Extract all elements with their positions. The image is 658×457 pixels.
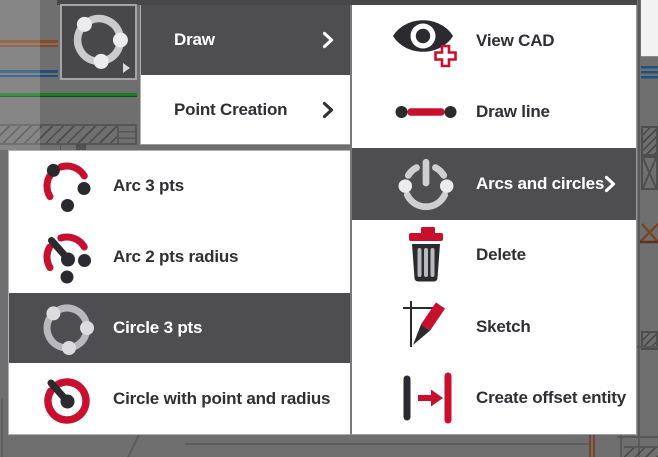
draw-line-icon [388,84,464,140]
menu-item-arc-3-pts[interactable] [9,151,350,222]
menu-item-delete[interactable] [352,220,636,292]
draw-menu-panel [140,5,350,145]
offset-entity-icon [388,370,464,426]
menu-item-label: Circle with point and radius [113,388,331,408]
cad-line-brown-vertical [589,435,591,457]
arc-3-pts-icon [39,158,95,214]
menu-item-label: View CAD [476,30,555,50]
trash-icon [388,225,464,285]
menu-item-label: Delete [476,245,526,265]
arc-2-pts-radius-icon [39,229,95,285]
cad-vertical-line [620,435,622,457]
menu-item-arcs-and-circles[interactable] [352,148,636,220]
cad-corner-hatch [624,446,658,457]
pencil-sketch-icon [388,299,464,355]
cad-xbox [641,156,658,190]
menu-item-label: Arc 3 pts [113,176,184,196]
cad-truss-brown [640,222,658,244]
cad-detail-box [117,124,137,145]
circle-point-radius-icon [39,371,95,427]
menu-item-create-offset-entity[interactable] [352,363,636,435]
menu-item-label: Sketch [476,316,531,336]
menu-item-label: Create offset entity [476,388,626,408]
submenu-arrow-icon [322,101,334,119]
menu-item-label: Draw [174,30,215,49]
cad-blue-stack [641,66,658,80]
cad-diagonal-line [125,432,141,457]
arcs-circles-submenu-panel [8,150,350,435]
menu-item-label: Arcs and circles [476,173,605,193]
menu-item-circle-with-point-and-radius[interactable] [9,363,350,434]
arcs-and-circles-icon [388,155,464,213]
cad-light-overlay [0,0,40,150]
menu-item-draw[interactable] [141,5,350,75]
menu-item-label: Point Creation [174,100,288,119]
draw-submenu-panel [350,5,637,435]
circle-3pts-tool-button[interactable] [60,4,137,80]
cad-hatch-box [641,126,658,156]
menu-item-label: Circle 3 pts [113,317,203,337]
view-cad-eye-icon [388,11,464,71]
submenu-arrow-icon [604,175,616,193]
menu-item-label: Arc 2 pts radius [113,247,239,267]
menu-item-sketch[interactable] [352,291,636,363]
menu-item-draw-line[interactable] [352,77,636,149]
cad-horizontal-line [617,436,658,438]
menu-item-view-cad[interactable] [352,5,636,77]
cad-white-panel-corner [641,0,658,57]
menu-item-arc-2-pts-radius[interactable] [9,222,350,293]
circle-3-pts-icon [39,300,95,356]
submenu-arrow-icon [322,31,334,49]
menu-item-label: Draw line [476,102,550,122]
circle-3-pts-icon [69,10,129,75]
cad-left-edge-line [1,398,3,457]
cad-horizontal-line [185,443,590,445]
flyout-triangle-icon [123,63,130,73]
cad-line-brown-vertical [593,435,595,457]
menu-item-circle-3-pts[interactable] [9,293,350,364]
menu-item-point-creation[interactable] [141,75,350,145]
